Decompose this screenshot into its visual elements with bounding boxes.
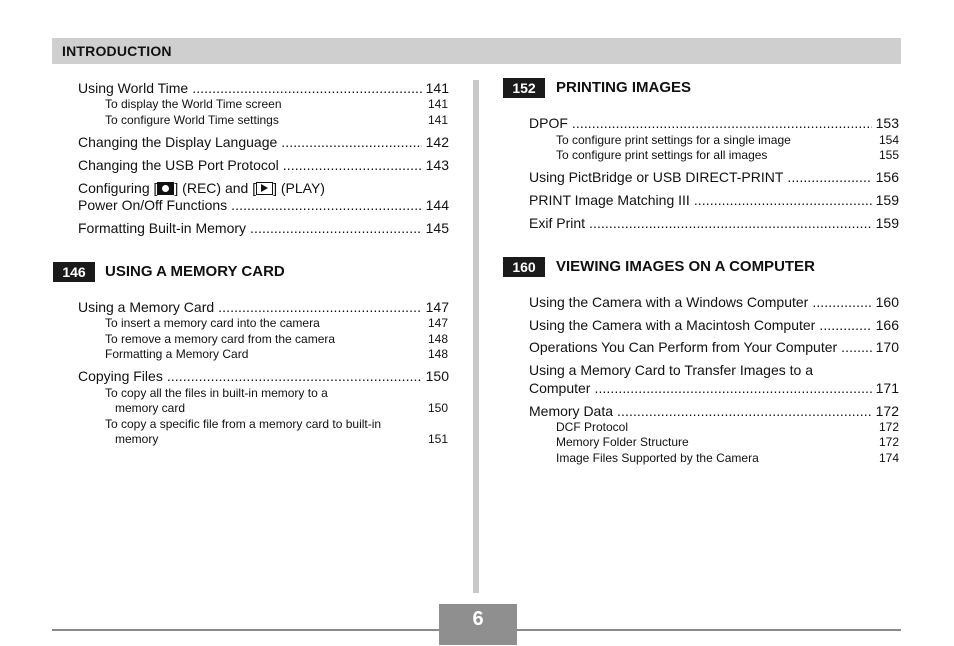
toc-entry-memory-data[interactable]: Memory Data . . . 172 xyxy=(529,403,899,419)
toc-sub-entry-line2[interactable]: memory card 150 xyxy=(115,401,448,415)
section-title[interactable]: USING A MEMORY CARD xyxy=(105,263,285,280)
toc-entry-dpof[interactable]: DPOF . . . 153 xyxy=(529,115,899,131)
toc-sub-entry[interactable]: Image Files Supported by the Camera 174 xyxy=(556,451,899,465)
toc-entry-operations[interactable]: Operations You Can Perform from Your Computer . . . 170 xyxy=(529,339,899,355)
toc-entry-usb-port[interactable]: Changing the USB Port Protocol . . . 143 xyxy=(78,157,449,173)
leader-dots xyxy=(594,380,871,396)
toc-entry-transfer-line2[interactable]: Computer . . . 171 xyxy=(529,380,899,396)
toc-sub-entry[interactable]: DCF Protocol 172 xyxy=(556,420,899,434)
toc-sub-entry-line1[interactable]: To copy a specific file from a memory card to built-in xyxy=(105,417,382,431)
play-icon xyxy=(256,182,273,195)
toc-sub-entry[interactable]: To configure print settings for all images 155 xyxy=(556,148,899,162)
toc-entry-pictbridge[interactable]: Using PictBridge or USB DIRECT-PRINT . . . 156 xyxy=(529,169,899,185)
leader-dots xyxy=(694,192,872,208)
header-bar xyxy=(52,38,901,64)
header-title: INTRODUCTION xyxy=(62,43,172,59)
camera-icon xyxy=(157,182,174,195)
toc-entry-format-memory[interactable]: Formatting Built-in Memory . . . 145 xyxy=(78,220,449,236)
toc-entry-transfer-line1[interactable]: Using a Memory Card to Transfer Images to a xyxy=(529,362,813,378)
toc-sub-entry[interactable]: To remove a memory card from the camera 148 xyxy=(105,332,448,346)
toc-entry-world-time[interactable]: Using World Time . . . 141 xyxy=(78,80,449,96)
page-number: 6 xyxy=(472,608,484,630)
section-title[interactable]: PRINTING IMAGES xyxy=(556,79,692,96)
toc-sub-entry-line2[interactable]: memory 151 xyxy=(115,432,448,446)
toc-entry-power-line1[interactable]: Configuring [ ] (REC) and [ ] (PLAY) xyxy=(78,180,325,196)
leader-dots xyxy=(283,157,422,173)
toc-sub-entry[interactable]: To insert a memory card into the camera 147 xyxy=(105,316,448,330)
leader-dots xyxy=(281,134,421,150)
column-divider xyxy=(473,80,479,593)
toc-entry-using-memory-card[interactable]: Using a Memory Card . . . 147 xyxy=(78,299,449,315)
toc-entry-copying-files[interactable]: Copying Files . . . 150 xyxy=(78,368,449,384)
leader-dots xyxy=(192,80,421,96)
toc-sub-entry-line1[interactable]: To copy all the files in built-in memory to a xyxy=(105,386,328,400)
leader-dots xyxy=(841,339,871,355)
leader-dots xyxy=(812,294,871,310)
toc-sub-entry[interactable]: To configure World Time settings 141 xyxy=(105,113,448,127)
leader-dots xyxy=(231,197,422,213)
leader-dots xyxy=(589,215,872,231)
toc-entry-power-line2[interactable]: Power On/Off Functions . . . 144 xyxy=(78,197,449,213)
section-number-badge: 146 xyxy=(53,262,95,282)
toc-sub-entry[interactable]: Memory Folder Structure 172 xyxy=(556,435,899,449)
toc-sub-entry[interactable]: Formatting a Memory Card 148 xyxy=(105,347,448,361)
toc-entry-display-language[interactable]: Changing the Display Language . . . 142 xyxy=(78,134,449,150)
leader-dots xyxy=(250,220,422,236)
leader-dots xyxy=(572,115,872,131)
toc-sub-entry[interactable]: To display the World Time screen 141 xyxy=(105,97,448,111)
toc-entry-print-image-matching[interactable]: PRINT Image Matching III . . . 159 xyxy=(529,192,899,208)
leader-dots xyxy=(218,299,421,315)
section-title[interactable]: VIEWING IMAGES ON A COMPUTER xyxy=(556,258,815,275)
toc-entry-exif-print[interactable]: Exif Print . . . 159 xyxy=(529,215,899,231)
leader-dots xyxy=(819,317,871,333)
leader-dots xyxy=(167,368,422,384)
leader-dots xyxy=(617,403,872,419)
toc-sub-entry[interactable]: To configure print settings for a single image 154 xyxy=(556,133,899,147)
page-number-box xyxy=(439,604,517,645)
toc-entry-macintosh[interactable]: Using the Camera with a Macintosh Computer . . . 166 xyxy=(529,317,899,333)
section-number-badge: 152 xyxy=(503,78,545,98)
toc-entry-windows[interactable]: Using the Camera with a Windows Computer . . . 160 xyxy=(529,294,899,310)
leader-dots xyxy=(787,169,871,185)
section-number-badge: 160 xyxy=(503,257,545,277)
